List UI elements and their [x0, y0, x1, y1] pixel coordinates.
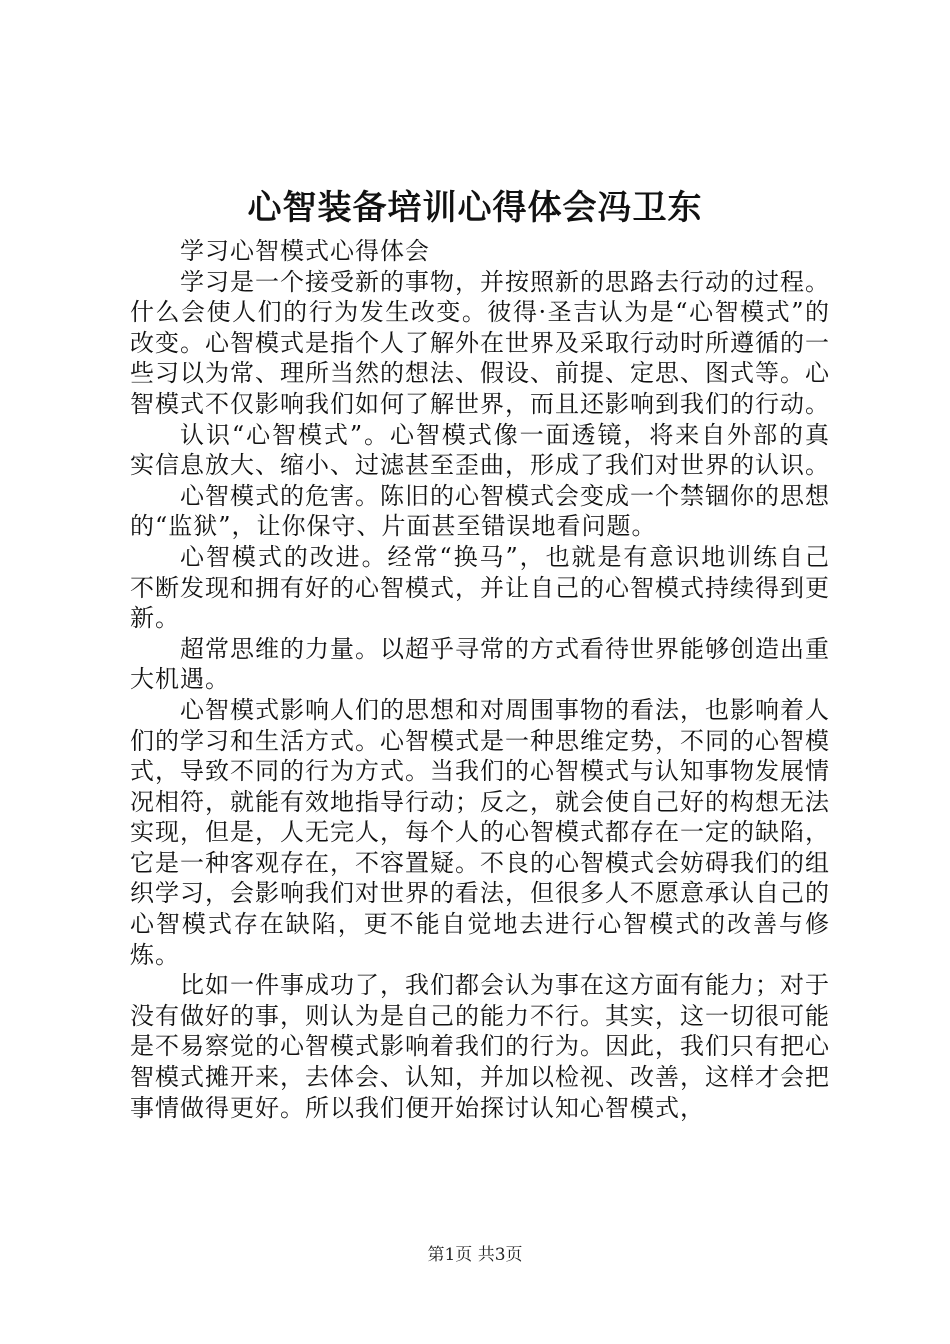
paragraph-thinking-power: 超常思维的力量。以超乎寻常的方式看待世界能够创造出重大机遇。 — [130, 634, 830, 694]
document-title: 心智装备培训心得体会冯卫东 — [247, 188, 703, 228]
paragraph-subtitle: 学习心智模式心得体会 — [180, 237, 430, 265]
paragraph-understanding: 认识“心智模式”。心智模式像一面透镜，将来自外部的真实信息放大、缩小、过滤甚至歪曲，形成了我们对世界的认识。 — [130, 420, 830, 480]
paragraph-harm: 心智模式的危害。陈旧的心智模式会变成一个禁锢你的思想的“监狱”，让你保守、片面甚至错误地看问题。 — [130, 481, 830, 541]
paragraph-example: 比如一件事成功了，我们都会认为事在这方面有能力；对于没有做好的事，则认为是自己的能力不行。其实，这一切很可能是不易察觉的心智模式影响着我们的行为。因此，我们只有把心智模式摊开来，去体会、认知，并加以检视、改善，这样才会把事情做得更好。所以我们便开始探讨认知心智模式， — [130, 971, 830, 1122]
paragraph-improvement: 心智模式的改进。经常“换马”，也就是有意识地训练自己不断发现和拥有好的心智模式，并让自己的心智模式持续得到更新。 — [130, 542, 830, 633]
paragraph-influence: 心智模式影响人们的思想和对周围事物的看法，也影响着人们的学习和生活方式。心智模式是一种思维定势，不同的心智模式，导致不同的行为方式。当我们的心智模式与认知事物发展情况相符，就能有效地指导行动；反之，就会使自己好的构想无法实现，但是，人无完人，每个人的心智模式都存在一定的缺陷，它是一种客观存在，不容置疑。不良的心智模式会妨碍我们的组织学习，会影响我们对世界的看法，但很多人不愿意承认自己的心智模式存在缺陷，更不能自觉地去进行心智模式的改善与修炼。 — [130, 695, 830, 969]
page-number-footer: 第1页 共3页 — [427, 1245, 523, 1265]
paragraph-learning: 学习是一个接受新的事物，并按照新的思路去行动的过程。什么会使人们的行为发生改变。彼得·圣吉认为是“心智模式”的改变。心智模式是指个人了解外在世界及采取行动时所遵循的一些习以为常、理所当然的想法、假设、前提、定思、图式等。心智模式不仅影响我们如何了解世界，而且还影响到我们的行动。 — [130, 267, 830, 418]
document-body — [130, 236, 830, 1123]
